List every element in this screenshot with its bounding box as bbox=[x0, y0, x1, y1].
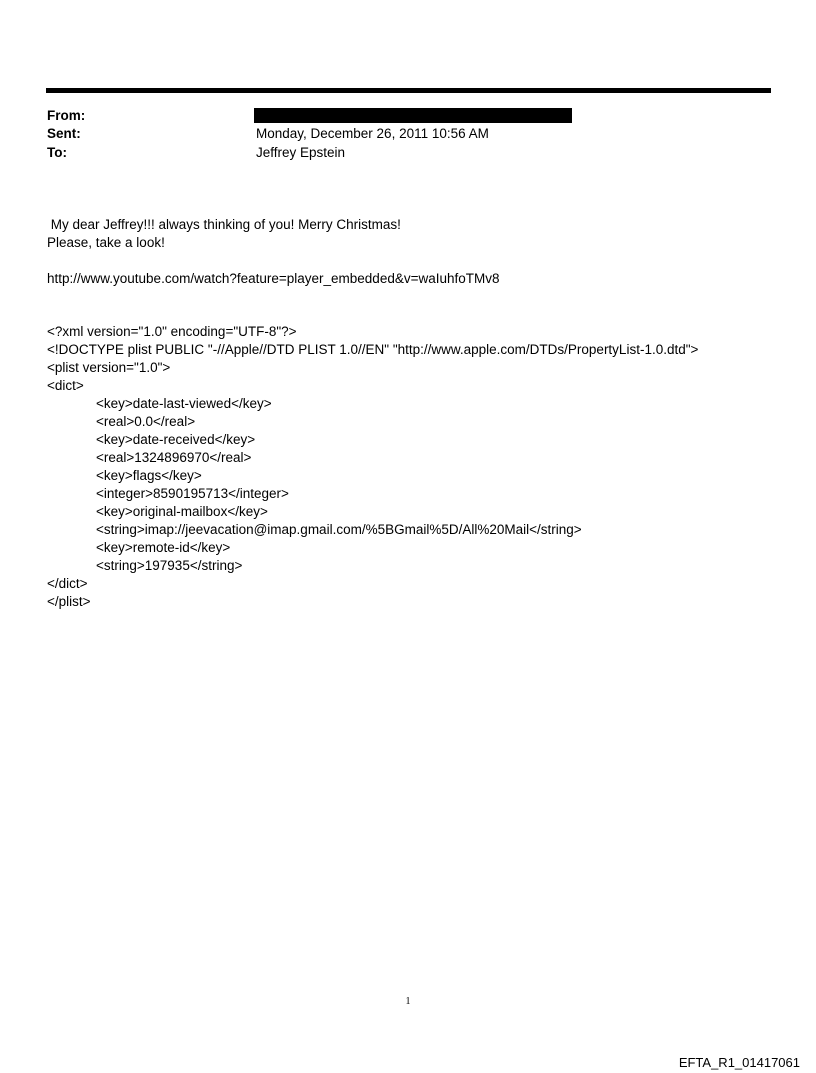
plist-entry: <key>original-mailbox</key> bbox=[96, 504, 268, 519]
plist-close-tag: </plist> bbox=[47, 594, 91, 609]
dict-open-tag: <dict> bbox=[47, 378, 84, 393]
plist-entry: <string>197935</string> bbox=[96, 558, 243, 573]
page-number: 1 bbox=[405, 996, 411, 1007]
sent-value: Monday, December 26, 2011 10:56 AM bbox=[256, 126, 489, 141]
document-id: EFTA_R1_01417061 bbox=[678, 1055, 800, 1070]
to-value: Jeffrey Epstein bbox=[256, 145, 346, 160]
plist-entry: <key>date-last-viewed</key> bbox=[96, 396, 272, 411]
redaction-bar bbox=[254, 108, 572, 123]
to-label: To: bbox=[47, 145, 67, 160]
plist-entry: <integer>8590195713</integer> bbox=[96, 486, 289, 501]
plist-entry: <real>0.0</real> bbox=[96, 414, 196, 429]
message-greeting: My dear Jeffrey!!! always thinking of you! Merry Christmas! bbox=[47, 217, 401, 232]
plist-xml-declaration: <?xml version="1.0" encoding="UTF-8"?> bbox=[47, 324, 297, 339]
dict-close-tag: </dict> bbox=[47, 576, 88, 591]
plist-entry: <string>imap://jeevacation@imap.gmail.com/%5BGmail%5D/All%20Mail</string> bbox=[96, 522, 582, 537]
plist-entry: <key>date-received</key> bbox=[96, 432, 256, 447]
message-request: Please, take a look! bbox=[47, 235, 165, 250]
sent-label: Sent: bbox=[47, 126, 81, 141]
plist-entry: <real>1324896970</real> bbox=[96, 450, 252, 465]
plist-entry: <key>flags</key> bbox=[96, 468, 202, 483]
header-rule bbox=[46, 88, 771, 93]
plist-entry: <key>remote-id</key> bbox=[96, 540, 231, 555]
plist-doctype: <!DOCTYPE plist PUBLIC "-//Apple//DTD PLIST 1.0//EN" "http://www.apple.com/DTDs/PropertyList-1.0.dtd"> bbox=[47, 342, 699, 357]
plist-open-tag: <plist version="1.0"> bbox=[47, 360, 171, 375]
from-label: From: bbox=[47, 108, 86, 123]
message-link[interactable]: http://www.youtube.com/watch?feature=player_embedded&v=waIuhfoTMv8 bbox=[47, 271, 500, 286]
